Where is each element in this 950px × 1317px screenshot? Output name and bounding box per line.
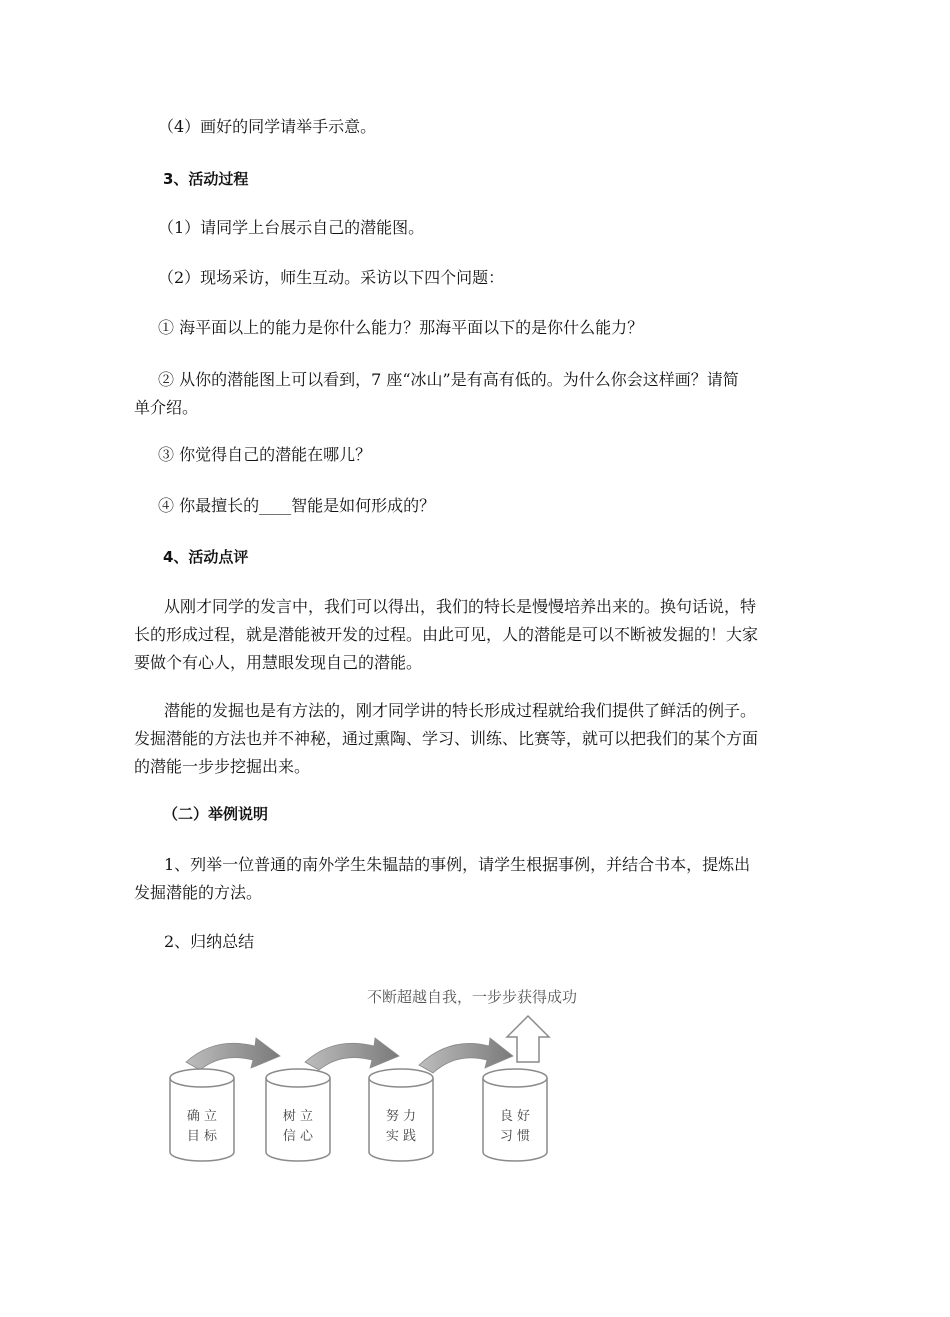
step-label-line2: 信 心 xyxy=(282,1129,314,1144)
step-label-line1: 良 好 xyxy=(499,1109,531,1124)
list-item: （2）现场采访，师生互动。采访以下四个问题： xyxy=(158,268,505,287)
up-arrow-icon xyxy=(507,1016,549,1062)
paragraph-line: 从刚才同学的发言中，我们可以得出，我们的特长是慢慢培养出来的。换句话说，特 xyxy=(164,597,757,616)
step-label-line1: 确 立 xyxy=(186,1109,218,1124)
curved-arrow-icon xyxy=(419,1038,513,1073)
cylinder-step xyxy=(170,1069,234,1161)
paragraph-line: 2、归纳总结 xyxy=(164,932,255,951)
paragraph-line: 要做个有心人，用慧眼发现自己的潜能。 xyxy=(134,653,423,672)
paragraph-line: 的潜能一步步挖掘出来。 xyxy=(134,757,311,776)
method-flow-diagram xyxy=(0,970,950,1190)
step-label-line1: 树 立 xyxy=(282,1109,314,1124)
diagram-top-label: 不断超越自我，一步步获得成功 xyxy=(367,988,578,1006)
step-label-line2: 目 标 xyxy=(186,1129,218,1144)
paragraph-line: 长的形成过程，就是潜能被开发的过程。由此可见，人的潜能是可以不断被发掘的！大家 xyxy=(134,625,759,644)
cylinder-step xyxy=(369,1069,433,1161)
step-label-line2: 实 践 xyxy=(385,1129,417,1144)
question-item-continuation: 单介绍。 xyxy=(134,398,199,417)
list-item: （4）画好的同学请举手示意。 xyxy=(158,117,377,136)
step-label-line2: 习 惯 xyxy=(499,1129,531,1144)
section-heading: （二）举例说明 xyxy=(163,805,269,823)
question-item: ① 海平面以上的能力是你什么能力？那海平面以下的是你什么能力？ xyxy=(158,318,644,337)
paragraph-line: 发掘潜能的方法。 xyxy=(134,883,263,902)
paragraph-line: 1、列举一位普通的南外学生朱韫喆的事例，请学生根据事例，并结合书本，提炼出 xyxy=(164,855,751,874)
list-item: （1）请同学上台展示自己的潜能图。 xyxy=(158,218,425,237)
curved-arrow-icon xyxy=(186,1038,280,1070)
question-item: ③ 你觉得自己的潜能在哪儿？ xyxy=(158,445,372,464)
paragraph-line: 发掘潜能的方法也并不神秘，通过熏陶、学习、训练、比赛等，就可以把我们的某个方面 xyxy=(134,729,759,748)
question-item: ② 从你的潜能图上可以看到，7 座“冰山”是有高有低的。为什么你会这样画？请简 xyxy=(158,370,739,389)
question-item: ④ 你最擅长的____智能是如何形成的？ xyxy=(158,496,436,515)
curved-arrow-icon xyxy=(305,1038,399,1070)
cylinder-step xyxy=(266,1069,330,1161)
section-heading: 4、活动点评 xyxy=(163,548,249,566)
step-label-line1: 努 力 xyxy=(385,1109,417,1124)
cylinder-step xyxy=(483,1069,547,1161)
paragraph-line: 潜能的发掘也是有方法的，刚才同学讲的特长形成过程就给我们提供了鲜活的例子。 xyxy=(164,701,757,720)
section-heading: 3、活动过程 xyxy=(163,170,249,188)
